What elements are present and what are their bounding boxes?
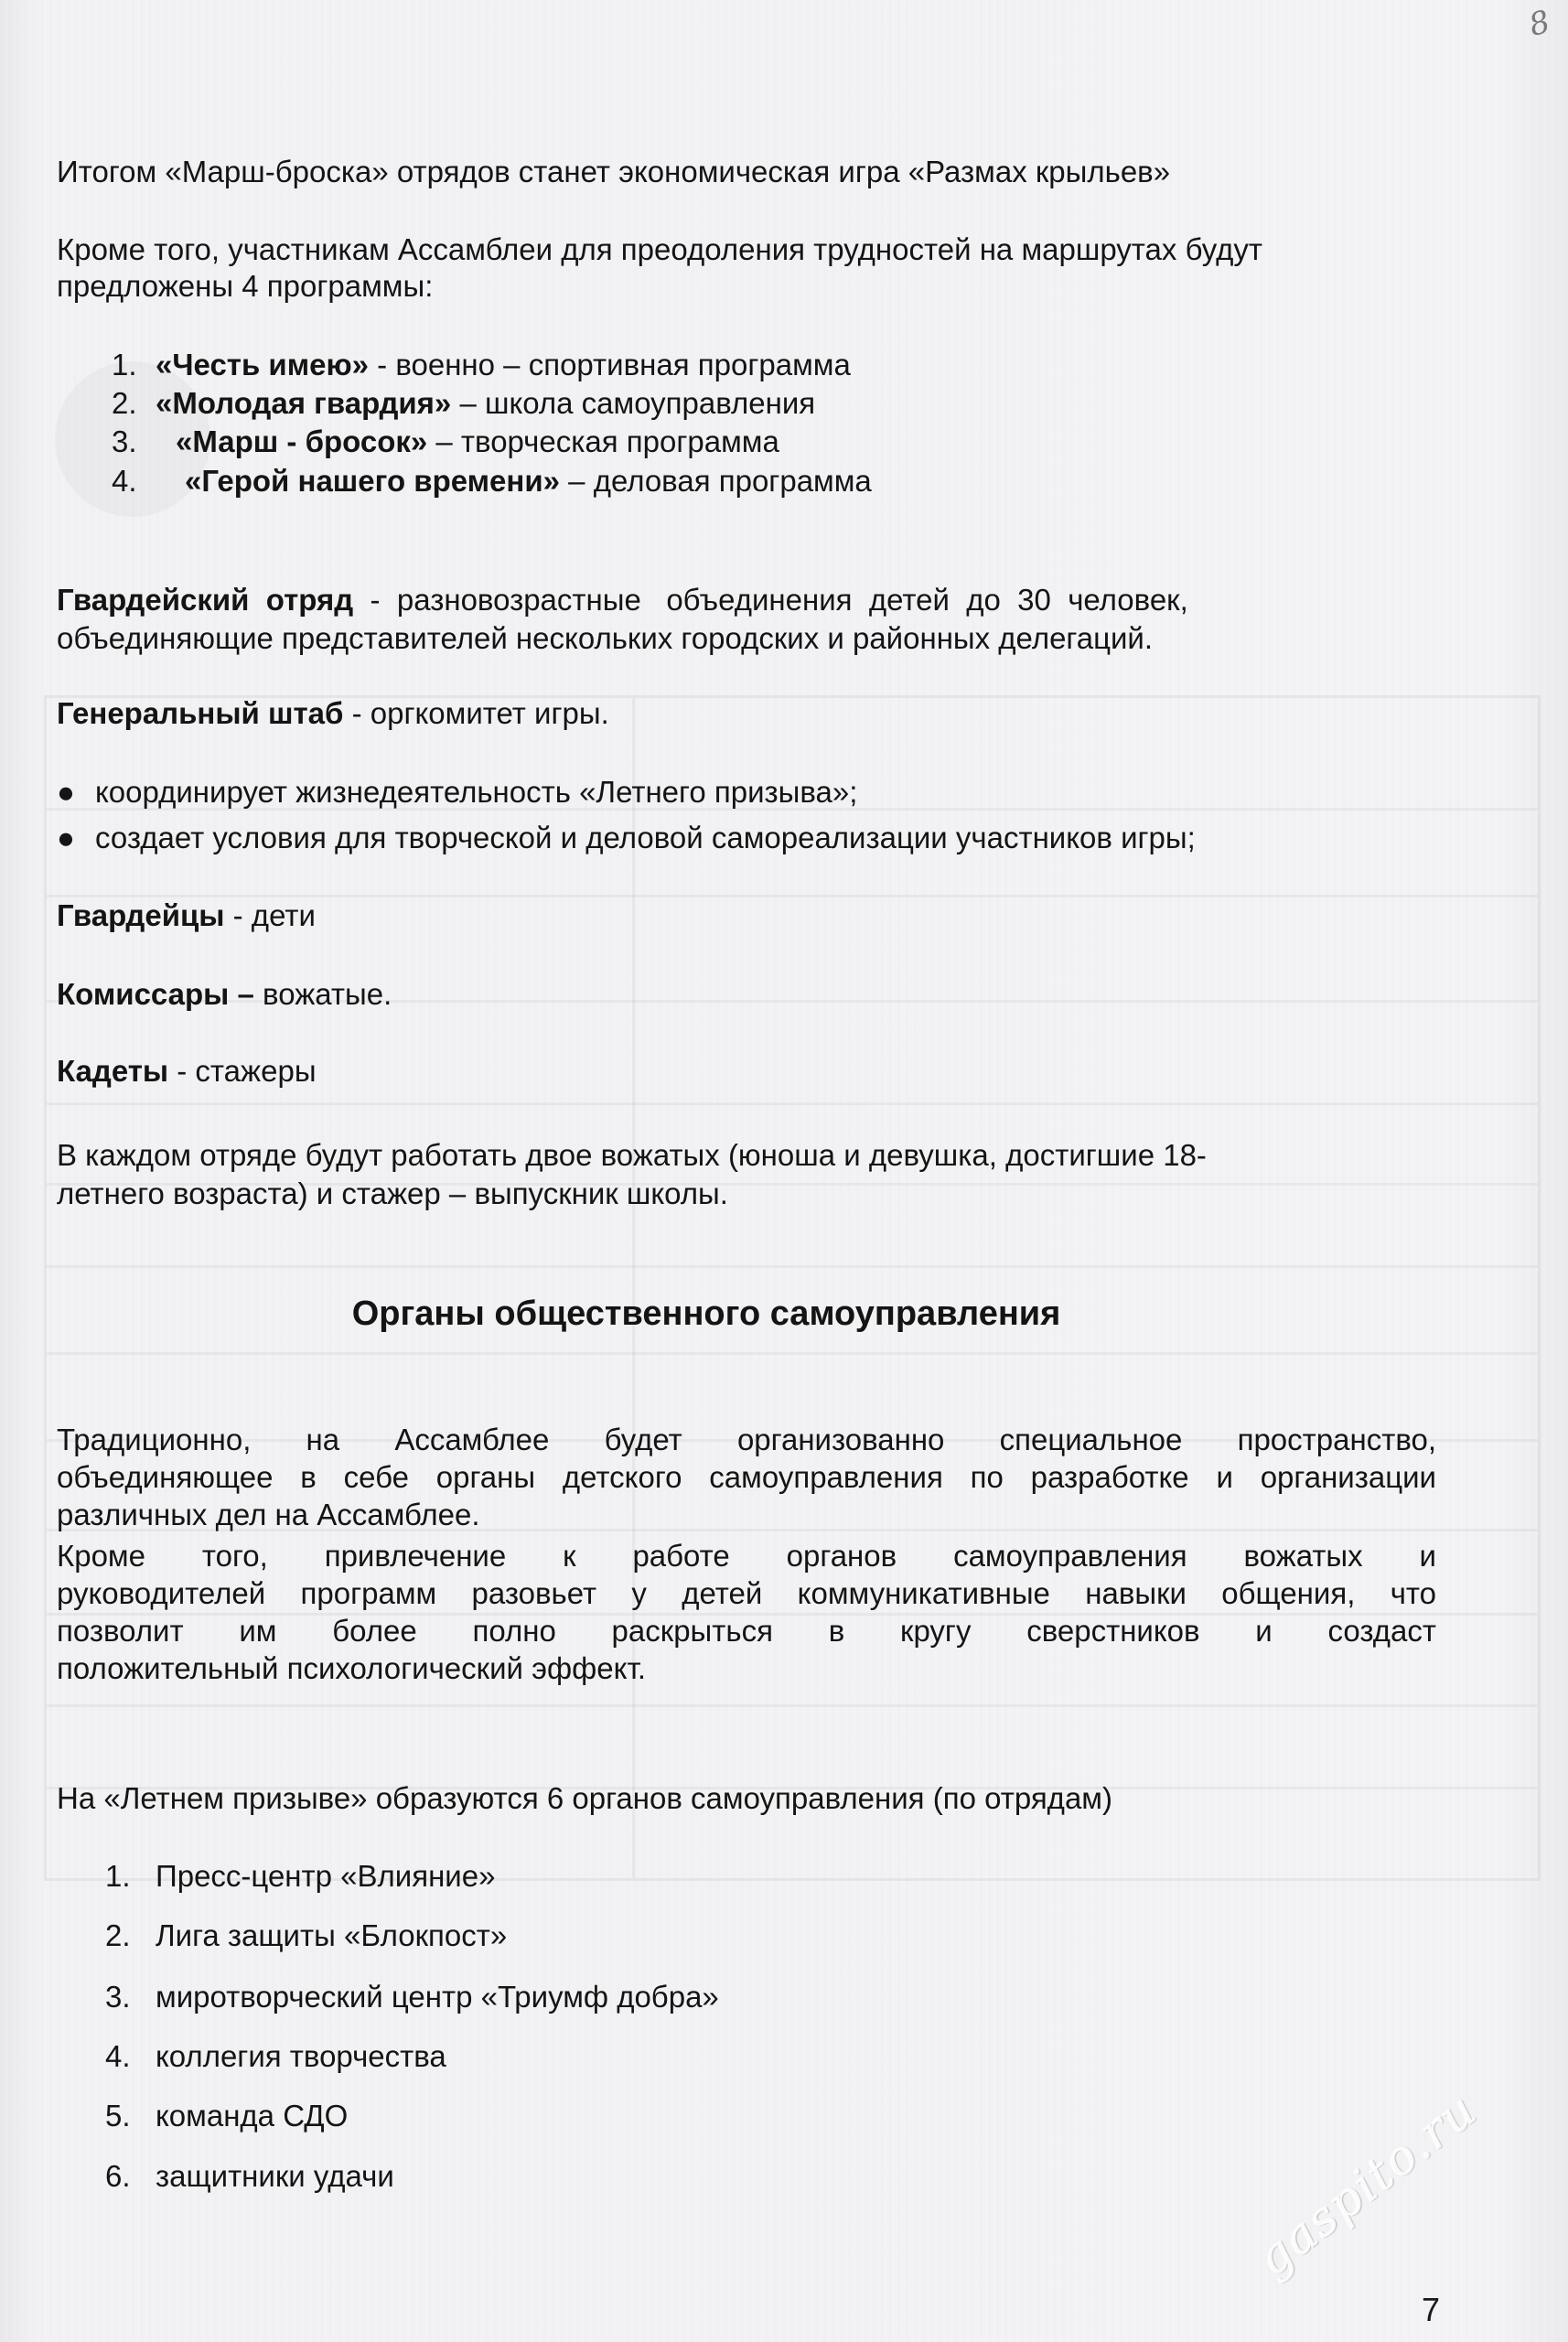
organ-label: миротворческий центр «Триумф добра» [156,1980,719,2014]
paragraph-counselor-involvement [57,1537,1436,1687]
section-heading: Органы общественного самоуправления [351,1295,1061,1333]
list-number: 1. [112,348,137,381]
definition-text: - оргкомитет игры. [343,696,609,730]
list-number: 6. [105,2159,131,2193]
list-number: 5. [105,2099,131,2133]
list-number: 2. [112,386,137,420]
paragraph-self-governance [57,1421,1436,1533]
intro-line: Итогом «Марш-броска» отрядов станет экономическая игра «Размах крыльев» [57,155,1171,188]
list-number: 2. [105,1918,131,1952]
paragraph-line: Кроме того, привлечение к работе органов самоуправления вожатых и [57,1539,1436,1573]
organ-label: команда СДО [156,2099,349,2133]
bleed-through-line [47,1102,1538,1105]
paragraph-line: Традиционно, на Ассамблее будет организованно специальное пространство, [57,1423,1436,1456]
list-number: 3. [105,1980,131,2014]
program-name: «Молодая гвардия» [156,386,452,420]
program-item [112,346,851,383]
organ-item [105,1917,507,1954]
bullet-icon: ● [57,775,75,809]
definition-guardsmen [57,897,316,934]
paragraph-line: объединяющее в себе органы детского самоуправления по разработке и организации [57,1460,1436,1494]
page-number: 7 [1422,2291,1441,2328]
paragraph-line: различных дел на Ассамблее. [57,1498,480,1531]
bullet-icon: ● [57,821,75,854]
paragraph-line: позволит им более полно раскрыться в кругу сверстников и создаст [57,1614,1436,1648]
counselors-line: В каждом отряде будут работать двое вожатых (юноша и девушка, достигшие 18- [57,1138,1207,1172]
list-number: 4. [112,464,137,498]
program-description: – творческая программа [427,424,779,458]
organ-label: защитники удачи [156,2159,394,2193]
definition-guard-unit-line2: объединяющие представителей нескольких городских и районных делегаций. [57,621,1154,655]
definition-term: Комиссары – [57,977,254,1011]
bleed-through-line [47,1265,1538,1268]
program-description: – школа самоуправления [451,386,816,420]
organ-label: Пресс-центр «Влияние» [156,1859,496,1893]
definition-text: - разновозрастные объединения детей до 30 человек, [353,583,1188,617]
bleed-through-table [44,695,1541,1881]
definition-text: - дети [224,898,316,932]
organ-item [105,1978,719,2015]
intro-line: Кроме того, участникам Ассамблеи для преодоления трудностей на маршрутах будут [57,232,1263,266]
organ-item [105,2157,394,2195]
handwritten-page-mark: 8 [1525,3,1554,45]
organ-item [105,2037,446,2075]
program-item [112,384,815,422]
bullet-item [57,819,1196,856]
paragraph-line: положительный психологический эффект. [57,1651,647,1685]
program-name: «Марш - бросок» [176,424,428,458]
definition-term: Генеральный штаб [57,696,344,730]
watermark: gaspito.ru [1247,2081,1488,2287]
definition-term: Кадеты [57,1054,169,1088]
bleed-through-line [47,1352,1538,1355]
list-number: 4. [105,2039,131,2073]
list-number: 1. [105,1859,131,1893]
organ-label: Лига защиты «Блокпост» [156,1918,508,1952]
program-description: – деловая программа [560,464,872,498]
definition-guard-unit [57,581,1436,618]
bleed-through-line [47,1704,1538,1707]
program-name: «Герой нашего времени» [185,464,560,498]
organs-intro: На «Летнем призыве» образуются 6 органов самоуправления (по отрядам) [57,1781,1112,1815]
bullet-item [57,773,857,811]
paragraph-line: руководителей программ разовьет у детей коммуникативные навыки общения, что [57,1576,1436,1610]
definition-commissars [57,975,392,1013]
program-item [112,462,872,500]
definition-cadets [57,1052,317,1090]
definition-text: - стажеры [168,1054,317,1088]
intro-line: предложены 4 программы: [57,269,434,303]
definition-general-staff [57,694,609,732]
list-number: 3. [112,424,137,458]
program-name: «Честь имею» [156,348,370,381]
program-item [112,423,779,460]
definition-term: Гвардейцы [57,898,225,932]
counselors-line: летнего возраста) и стажер – выпускник школы. [57,1176,728,1210]
definition-text: вожатые. [253,977,392,1011]
definition-term: Гвардейский отряд [57,583,354,617]
bullet-text: координирует жизнедеятельность «Летнего призыва»; [95,775,858,809]
organ-label: коллегия творчества [156,2039,446,2073]
organ-item [105,2097,348,2134]
bullet-text: создает условия для творческой и деловой самореализации участников игры; [95,821,1196,854]
organ-item [105,1857,495,1895]
program-description: - военно – спортивная программа [369,348,851,381]
bleed-through-line [632,698,635,1878]
